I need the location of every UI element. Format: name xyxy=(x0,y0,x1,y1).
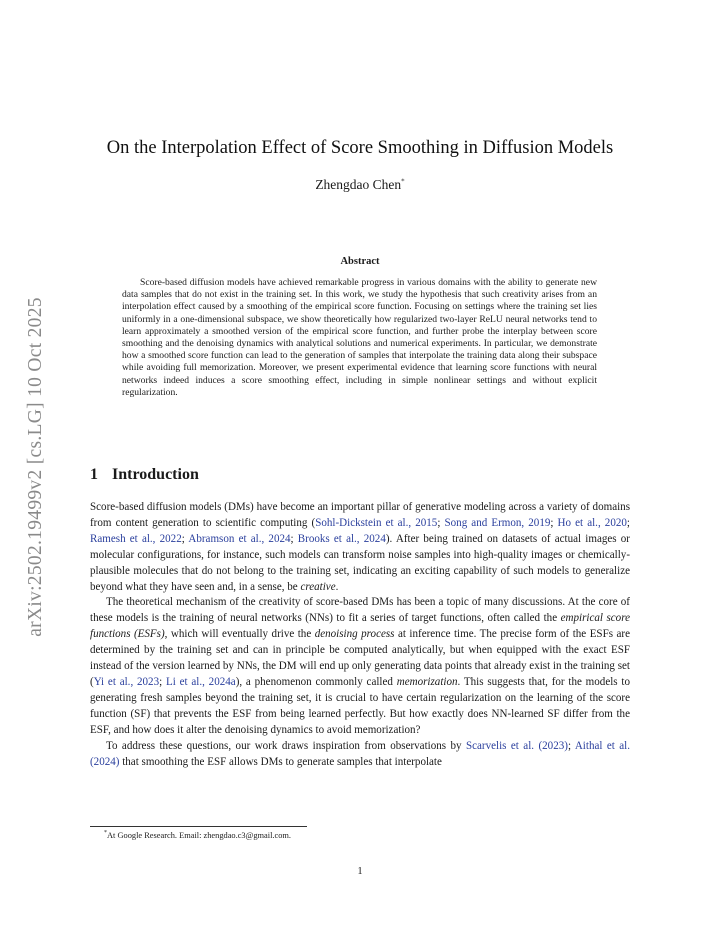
intro-text: The theoretical mechanism of the creativity of score-based DMs has been a topic of many discussions. At the core of these models is the training of neural networks (NNs) to fit a series of target functions, often called the xyxy=(90,596,630,625)
intro-text: ; xyxy=(550,516,558,529)
intro-paragraph-3 xyxy=(90,739,630,771)
intro-paragraph-1 xyxy=(90,500,630,595)
citation-link[interactable]: Li et al., 2024a xyxy=(165,675,236,688)
citation-link[interactable]: Brooks et al., 2024 xyxy=(297,532,386,545)
citation-link[interactable]: Song and Ermon, 2019 xyxy=(444,516,551,529)
page-number: 1 xyxy=(357,866,363,877)
paper-title: On the Interpolation Effect of Score Smoothing in Diffusion Models xyxy=(106,138,614,158)
intro-text: . xyxy=(335,580,339,593)
intro-text: ; xyxy=(290,532,298,545)
intro-text: ), a phenomenon commonly called xyxy=(235,675,397,688)
intro-text: ). After being trained on datasets of actual images or molecular configurations, for instance, such models can transform noise samples into high-quality images or chemically-plausible molecules that do not belong to the training set, indicating an exciting capability of such models to generalize beyond what they have seen and, in a sense, be xyxy=(90,532,630,593)
citation-link[interactable]: Scarvelis et al. (2023) xyxy=(465,739,568,752)
author-footnote-mark: * xyxy=(401,177,405,186)
intro-text: ; xyxy=(159,675,166,688)
intro-text: at inference time. The precise form of the ESFs are determined by the training set and can in principle be computed analytically, but when equipped with the exact ESF instead of the version learned by NNs, the DM will end up only generating data points that already exist in the training set ( xyxy=(90,628,630,688)
arxiv-identifier-stamp xyxy=(22,262,50,672)
citation-link[interactable]: Aithal et al. (2024) xyxy=(90,739,631,768)
emphasis-text: creative xyxy=(300,580,336,593)
intro-text: To address these questions, our work draws inspiration from observations by xyxy=(106,739,466,752)
citation-link[interactable]: Abramson et al., 2024 xyxy=(188,532,291,545)
intro-text: ; xyxy=(181,532,189,545)
section-title: Introduction xyxy=(112,466,199,483)
intro-text: ; xyxy=(567,739,575,752)
citation-link[interactable]: Ho et al., 2020 xyxy=(557,516,627,529)
footnote-mark: * xyxy=(104,830,107,836)
emphasis-text: empirical score functions (ESFs) xyxy=(90,612,630,641)
intro-text: ; xyxy=(437,516,445,529)
intro-paragraph-2 xyxy=(90,595,630,738)
section-heading xyxy=(90,466,199,484)
emphasis-text: memorization xyxy=(396,675,458,688)
intro-text: . This suggests that, for the models to generating fresh samples beyond the training set, it is crucial to have certain regularization on the learning of the score function (SF) that prevents the ESF from being learned perfectly. But how exactly does NN-learned SF differ from the ESF, and how does it alter the denoising dynamics to avoid memorization? xyxy=(90,675,630,736)
citation-link[interactable]: Yi et al., 2023 xyxy=(93,675,160,688)
arxiv-identifier-text: arXiv:2502.19499v2 [cs.LG] 10 Oct 2025 xyxy=(25,297,47,637)
intro-text: that smoothing the ESF allows DMs to generate samples that interpolate xyxy=(119,755,442,768)
footnote xyxy=(104,830,291,840)
footnote-divider xyxy=(90,826,307,827)
intro-text: Score-based diffusion models (DMs) have become an important pillar of generative modeling across a variety of domains from content generation to scientific computing ( xyxy=(90,501,630,529)
footnote-text: At Google Research. Email: zhengdao.c3@gmail.com. xyxy=(107,830,291,840)
abstract-text: Score-based diffusion models have achieved remarkable progress in various domains with the ability to generate new data samples that do not exist in the training set. In this work, we study the hypothesis that such creativity arises from an interpolation effect caused by a smoothing of the empirical score function. Focusing on settings where the training set lies uniformly in a one-dimensional subspace, we show theoretically how regularized two-layer ReLU neural networks tend to learn approximately a smoothed version of the empirical score function, and further probe the interplay between score smoothing and the denoising dynamics with analytical solutions and numerical experiments. In particular, we demonstrate how a smoothed score function can lead to the generation of samples that interpolate the training data along their subspace while avoiding full memorization. Moreover, we present experimental evidence that learning score functions with neural networks indeed induces a score smoothing effect, including in simple nonlinear settings and without explicit regularization. xyxy=(122,277,597,398)
author-name: Zhengdao Chen xyxy=(315,177,402,192)
emphasis-text: denoising process xyxy=(314,628,395,641)
intro-text: ; xyxy=(626,516,630,529)
author-line xyxy=(90,177,630,193)
introduction-body xyxy=(90,500,630,770)
citation-link[interactable]: Sohl-Dickstein et al., 2015 xyxy=(315,516,438,529)
abstract-heading: Abstract xyxy=(340,256,380,267)
intro-text: , which will eventually drive the xyxy=(164,628,315,641)
section-number: 1 xyxy=(90,466,98,483)
citation-link[interactable]: Ramesh et al., 2022 xyxy=(90,532,182,545)
